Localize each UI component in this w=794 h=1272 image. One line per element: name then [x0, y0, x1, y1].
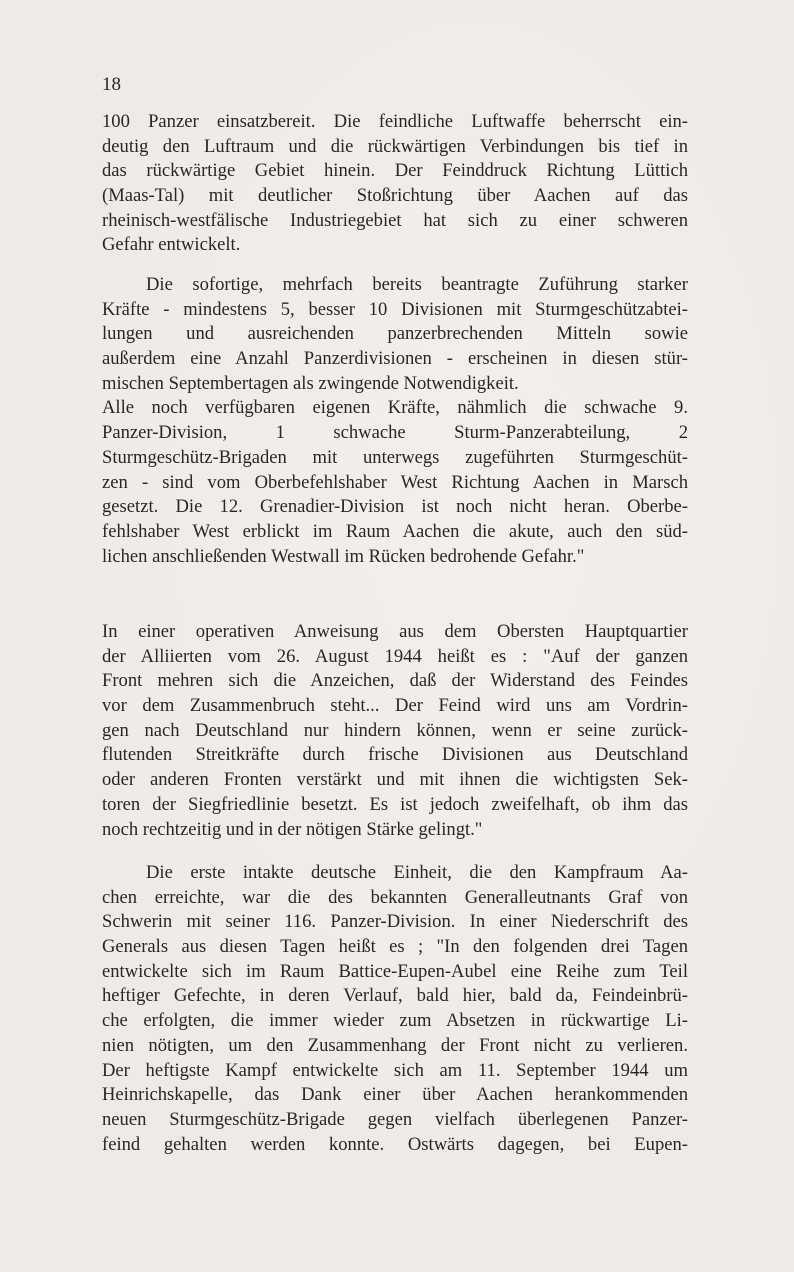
text-line: mischen Septembertagen als zwingende Notwendigkeit.	[102, 372, 519, 394]
paragraph-3	[102, 620, 688, 842]
text-line: toren der Siegfriedlinie besetzt. Es ist jedoch zweifelhaft, ob ihm das	[102, 793, 688, 815]
text-line: außerdem eine Anzahl Panzerdivisionen - erscheinen in diesen stür-	[102, 348, 688, 370]
text-line: Panzer-Division, 1 schwache Sturm-Panzerabteilung, 2	[102, 422, 688, 444]
text-line: zen - sind vom Oberbefehlshaber West Richtung Aachen in Marsch	[102, 471, 688, 493]
text-line: Generals aus diesen Tagen heißt es ; "In den folgenden drei Tagen	[102, 936, 688, 958]
text-line: gen nach Deutschland nur hindern können, wenn er seine zurück-	[102, 719, 688, 741]
text-line: der Alliierten vom 26. August 1944 heißt es : "Auf der ganzen	[102, 645, 688, 667]
text-line: rheinisch-westfälische Industriegebiet hat sich zu einer schweren	[102, 209, 688, 231]
text-line: oder anderen Fronten verstärkt und mit ihnen die wichtigsten Sek-	[102, 769, 688, 791]
text-line: fehlshaber West erblickt im Raum Aachen die akute, auch den süd-	[102, 520, 688, 542]
text-line: 100 Panzer einsatzbereit. Die feindliche Luftwaffe beherrscht ein-	[102, 111, 688, 132]
text-line: noch rechtzeitig und in der nötigen Stärke gelingt."	[102, 818, 483, 840]
text-line: Die sofortige, mehrfach bereits beantragte Zuführung starker	[146, 274, 688, 295]
text-line: neuen Sturmgeschütz-Brigade gegen vielfach überlegenen Panzer-	[102, 1108, 688, 1130]
text-line: lungen und ausreichenden panzerbrechenden Mitteln sowie	[102, 323, 688, 345]
text-line: lichen anschließenden Westwall im Rücken bedrohende Gefahr."	[102, 545, 585, 567]
text-line: feind gehalten werden konnte. Ostwärts dagegen, bei Eupen-	[102, 1133, 688, 1155]
text-line: (Maas-Tal) mit deutlicher Stoßrichtung über Aachen auf das	[102, 185, 688, 207]
text-line: deutig den Luftraum und die rückwärtigen Verbindungen bis tief in	[102, 135, 688, 157]
text-line: vor dem Zusammenbruch steht... Der Feind wird uns am Vordrin-	[102, 695, 688, 717]
text-line: Gefahr entwickelt.	[102, 234, 241, 256]
text-line: In einer operativen Anweisung aus dem Obersten Hauptquartier	[102, 621, 688, 642]
text-line: Front mehren sich die Anzeichen, daß der Widerstand des Feindes	[102, 670, 688, 692]
text-line: gesetzt. Die 12. Grenadier-Division ist noch nicht heran. Oberbe-	[102, 496, 688, 518]
text-line: Alle noch verfügbaren eigenen Kräfte, nähmlich die schwache 9.	[102, 397, 688, 419]
text-line: nien nötigten, um den Zusammenhang der Front nicht zu verlieren.	[102, 1034, 688, 1056]
paragraph-4	[102, 861, 688, 1157]
text-line: Der heftigste Kampf entwickelte sich am 11. September 1944 um	[102, 1059, 688, 1081]
text-line: Sturmgeschütz-Brigaden mit unterwegs zugeführten Sturmgeschüt-	[102, 446, 688, 468]
text-line: flutenden Streitkräfte durch frische Divisionen aus Deutschland	[102, 744, 688, 766]
text-line: Kräfte - mindestens 5, besser 10 Divisionen mit Sturmgeschützabtei-	[102, 298, 688, 320]
paragraph-1	[102, 110, 688, 258]
text-line: che erfolgten, die immer wieder zum Absetzen in rückwartige Li-	[102, 1010, 688, 1032]
text-line: chen erreichte, war die des bekannten Generalleutnants Graf von	[102, 886, 688, 908]
text-line: Die erste intakte deutsche Einheit, die den Kampfraum Aa-	[146, 862, 688, 883]
paragraph-2	[102, 273, 688, 569]
text-line: Heinrichskapelle, das Dank einer über Aachen herankommenden	[102, 1084, 688, 1106]
text-line: heftiger Gefechte, in deren Verlauf, bald hier, bald da, Feindeinbrü-	[102, 985, 688, 1007]
text-line: entwickelte sich im Raum Battice-Eupen-Aubel eine Reihe zum Teil	[102, 960, 688, 982]
text-line: Schwerin mit seiner 116. Panzer-Division. In einer Niederschrift des	[102, 911, 688, 933]
text-line: das rückwärtige Gebiet hinein. Der Feinddruck Richtung Lüttich	[102, 160, 688, 182]
page-number: 18	[102, 74, 121, 95]
